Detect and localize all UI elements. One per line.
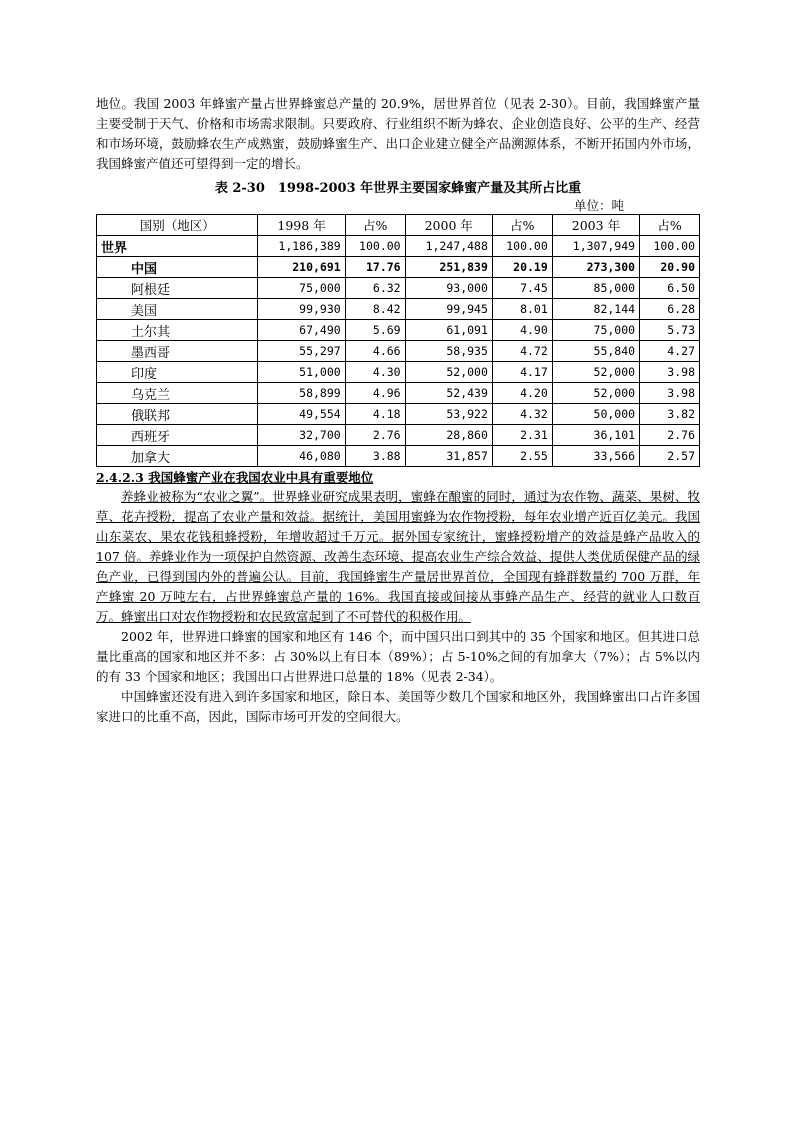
cell-country: 阿根廷	[97, 278, 258, 299]
cell-value: 6.32	[345, 278, 405, 299]
header-2003: 2003 年	[552, 215, 639, 236]
section-title: 2.4.2.3 我国蜂蜜产业在我国农业中具有重要地位	[96, 470, 374, 485]
header-1998: 1998 年	[258, 215, 345, 236]
cell-value: 4.66	[345, 341, 405, 362]
cell-value: 4.20	[492, 383, 552, 404]
cell-value: 49,554	[258, 404, 345, 425]
cell-value: 52,000	[405, 362, 492, 383]
cell-value: 251,839	[405, 257, 492, 278]
paragraph-3: 中国蜂蜜还没有进入到许多国家和地区，除日本、美国等少数几个国家和地区外，我国蜂蜜出口占许多国家进口的比重不高，因此，国际市场可开发的空间很大。	[96, 689, 700, 724]
cell-value: 4.32	[492, 404, 552, 425]
cell-value: 85,000	[552, 278, 639, 299]
cell-value: 75,000	[258, 278, 345, 299]
cell-value: 3.98	[640, 383, 700, 404]
cell-value: 52,000	[552, 362, 639, 383]
table-row	[97, 446, 700, 467]
cell-value: 55,840	[552, 341, 639, 362]
cell-value: 100.00	[492, 236, 552, 257]
table-header-row	[97, 215, 700, 236]
cell-value: 31,857	[405, 446, 492, 467]
cell-country: 墨西哥	[97, 341, 258, 362]
cell-value: 4.72	[492, 341, 552, 362]
paragraph-2: 2002 年，世界进口蜂蜜的国家和地区有 146 个，而中国只出口到其中的 35 个国家和地区。但其进口总量比重高的国家和地区并不多：占 30%以上有日本（89%）；占 5-10%之间的有加拿大（7%）；占 5%以内的有 33 个国家和地区；我国出口占世界进口总量的 18%（见表 2-34）。	[96, 629, 700, 684]
cell-value: 8.42	[345, 299, 405, 320]
cell-country: 乌克兰	[97, 383, 258, 404]
cell-value: 2.76	[345, 425, 405, 446]
table-caption: 表 2-30 1998-2003 年世界主要国家蜂蜜产量及其所占比重	[214, 181, 582, 196]
cell-value: 1,186,389	[258, 236, 345, 257]
cell-country: 土尔其	[97, 320, 258, 341]
cell-value: 36,101	[552, 425, 639, 446]
cell-value: 1,307,949	[552, 236, 639, 257]
cell-value: 8.01	[492, 299, 552, 320]
cell-value: 52,439	[405, 383, 492, 404]
cell-value: 50,000	[552, 404, 639, 425]
cell-value: 46,080	[258, 446, 345, 467]
cell-value: 52,000	[552, 383, 639, 404]
honey-production-table	[96, 214, 700, 467]
cell-value: 32,700	[258, 425, 345, 446]
cell-value: 51,000	[258, 362, 345, 383]
cell-value: 99,945	[405, 299, 492, 320]
cell-value: 273,300	[552, 257, 639, 278]
cell-value: 7.45	[492, 278, 552, 299]
cell-value: 61,091	[405, 320, 492, 341]
table-row	[97, 278, 700, 299]
cell-value: 3.98	[640, 362, 700, 383]
table-row	[97, 299, 700, 320]
cell-value: 58,899	[258, 383, 345, 404]
document-page	[96, 94, 700, 727]
cell-value: 58,935	[405, 341, 492, 362]
header-pct-1998: 占%	[345, 215, 405, 236]
cell-value: 4.18	[345, 404, 405, 425]
cell-value: 82,144	[552, 299, 639, 320]
cell-country: 西班牙	[97, 425, 258, 446]
cell-value: 4.96	[345, 383, 405, 404]
table-row	[97, 404, 700, 425]
header-country: 国别（地区）	[97, 215, 258, 236]
cell-value: 6.28	[640, 299, 700, 320]
cell-value: 4.30	[345, 362, 405, 383]
cell-value: 100.00	[640, 236, 700, 257]
cell-country: 俄联邦	[97, 404, 258, 425]
cell-value: 5.73	[640, 320, 700, 341]
table-row	[97, 341, 700, 362]
table-row	[97, 362, 700, 383]
table-unit: 单位：吨	[573, 198, 624, 213]
intro-paragraph: 地位。我国 2003 年蜂蜜产量占世界蜂蜜总产量的 20.9%，居世界首位（见表 2-30）。目前，我国蜂蜜产量主要受制于天气、价格和市场需求限制。只要政府、行业组织不断为蜂农、企业创造良好、公平的生产、经营和市场环境，鼓励蜂农生产成熟蜜，鼓励蜂蜜生产、出口企业建立健全产品溯源体系，不断开拓国内外市场，我国蜂蜜产值还可望得到一定的增长。	[96, 96, 700, 171]
cell-value: 3.82	[640, 404, 700, 425]
cell-value: 67,490	[258, 320, 345, 341]
cell-value: 3.88	[345, 446, 405, 467]
cell-value: 210,691	[258, 257, 345, 278]
cell-value: 1,247,488	[405, 236, 492, 257]
cell-value: 2.76	[640, 425, 700, 446]
cell-country: 中国	[97, 257, 258, 278]
cell-value: 5.69	[345, 320, 405, 341]
cell-country: 加拿大	[97, 446, 258, 467]
table-row	[97, 320, 700, 341]
cell-value: 2.31	[492, 425, 552, 446]
cell-value: 20.19	[492, 257, 552, 278]
cell-value: 6.50	[640, 278, 700, 299]
table-row-world	[97, 236, 700, 257]
cell-value: 4.27	[640, 341, 700, 362]
cell-value: 28,860	[405, 425, 492, 446]
paragraph-1: 养蜂业被称为“农业之翼”。世界蜂业研究成果表明，蜜蜂在酿蜜的同时，通过为农作物、蔬菜、果树、牧草、花卉授粉，提高了农业产量和效益。据统计，美国用蜜蜂为农作物授粉，每年农业增产近百亿美元。我国山东菜农、果农花钱租蜂授粉，年增收超过千万元。据外国专家统计，蜜蜂授粉增产的效益是蜂产品收入的 107 倍。养蜂业作为一项保护自然资源、改善生态环境、提高农业生产综合效益、提供人类优质保健产品的绿色产业，已得到国内外的普遍公认。目前，我国蜂蜜生产量居世界首位，全国现有蜂群数量约 700 万群，年产蜂蜜 20 万吨左右，占世界蜂蜜总产量的 16%。我国直接或间接从事蜂产品生产、经营的就业人口数百万。蜂蜜出口对农作物授粉和农民致富起到了不可替代的积极作用。	[96, 489, 700, 624]
cell-value: 2.55	[492, 446, 552, 467]
cell-country: 美国	[97, 299, 258, 320]
cell-value: 33,566	[552, 446, 639, 467]
cell-value: 2.57	[640, 446, 700, 467]
table-row-china	[97, 257, 700, 278]
cell-country: 印度	[97, 362, 258, 383]
cell-value: 20.90	[640, 257, 700, 278]
cell-value: 4.17	[492, 362, 552, 383]
table-row	[97, 383, 700, 404]
header-2000: 2000 年	[405, 215, 492, 236]
cell-value: 100.00	[345, 236, 405, 257]
header-pct-2003: 占%	[640, 215, 700, 236]
cell-value: 4.90	[492, 320, 552, 341]
cell-value: 55,297	[258, 341, 345, 362]
cell-value: 93,000	[405, 278, 492, 299]
cell-country: 世界	[97, 236, 258, 257]
header-pct-2000: 占%	[492, 215, 552, 236]
cell-value: 99,930	[258, 299, 345, 320]
table-row	[97, 425, 700, 446]
cell-value: 75,000	[552, 320, 639, 341]
cell-value: 17.76	[345, 257, 405, 278]
cell-value: 53,922	[405, 404, 492, 425]
